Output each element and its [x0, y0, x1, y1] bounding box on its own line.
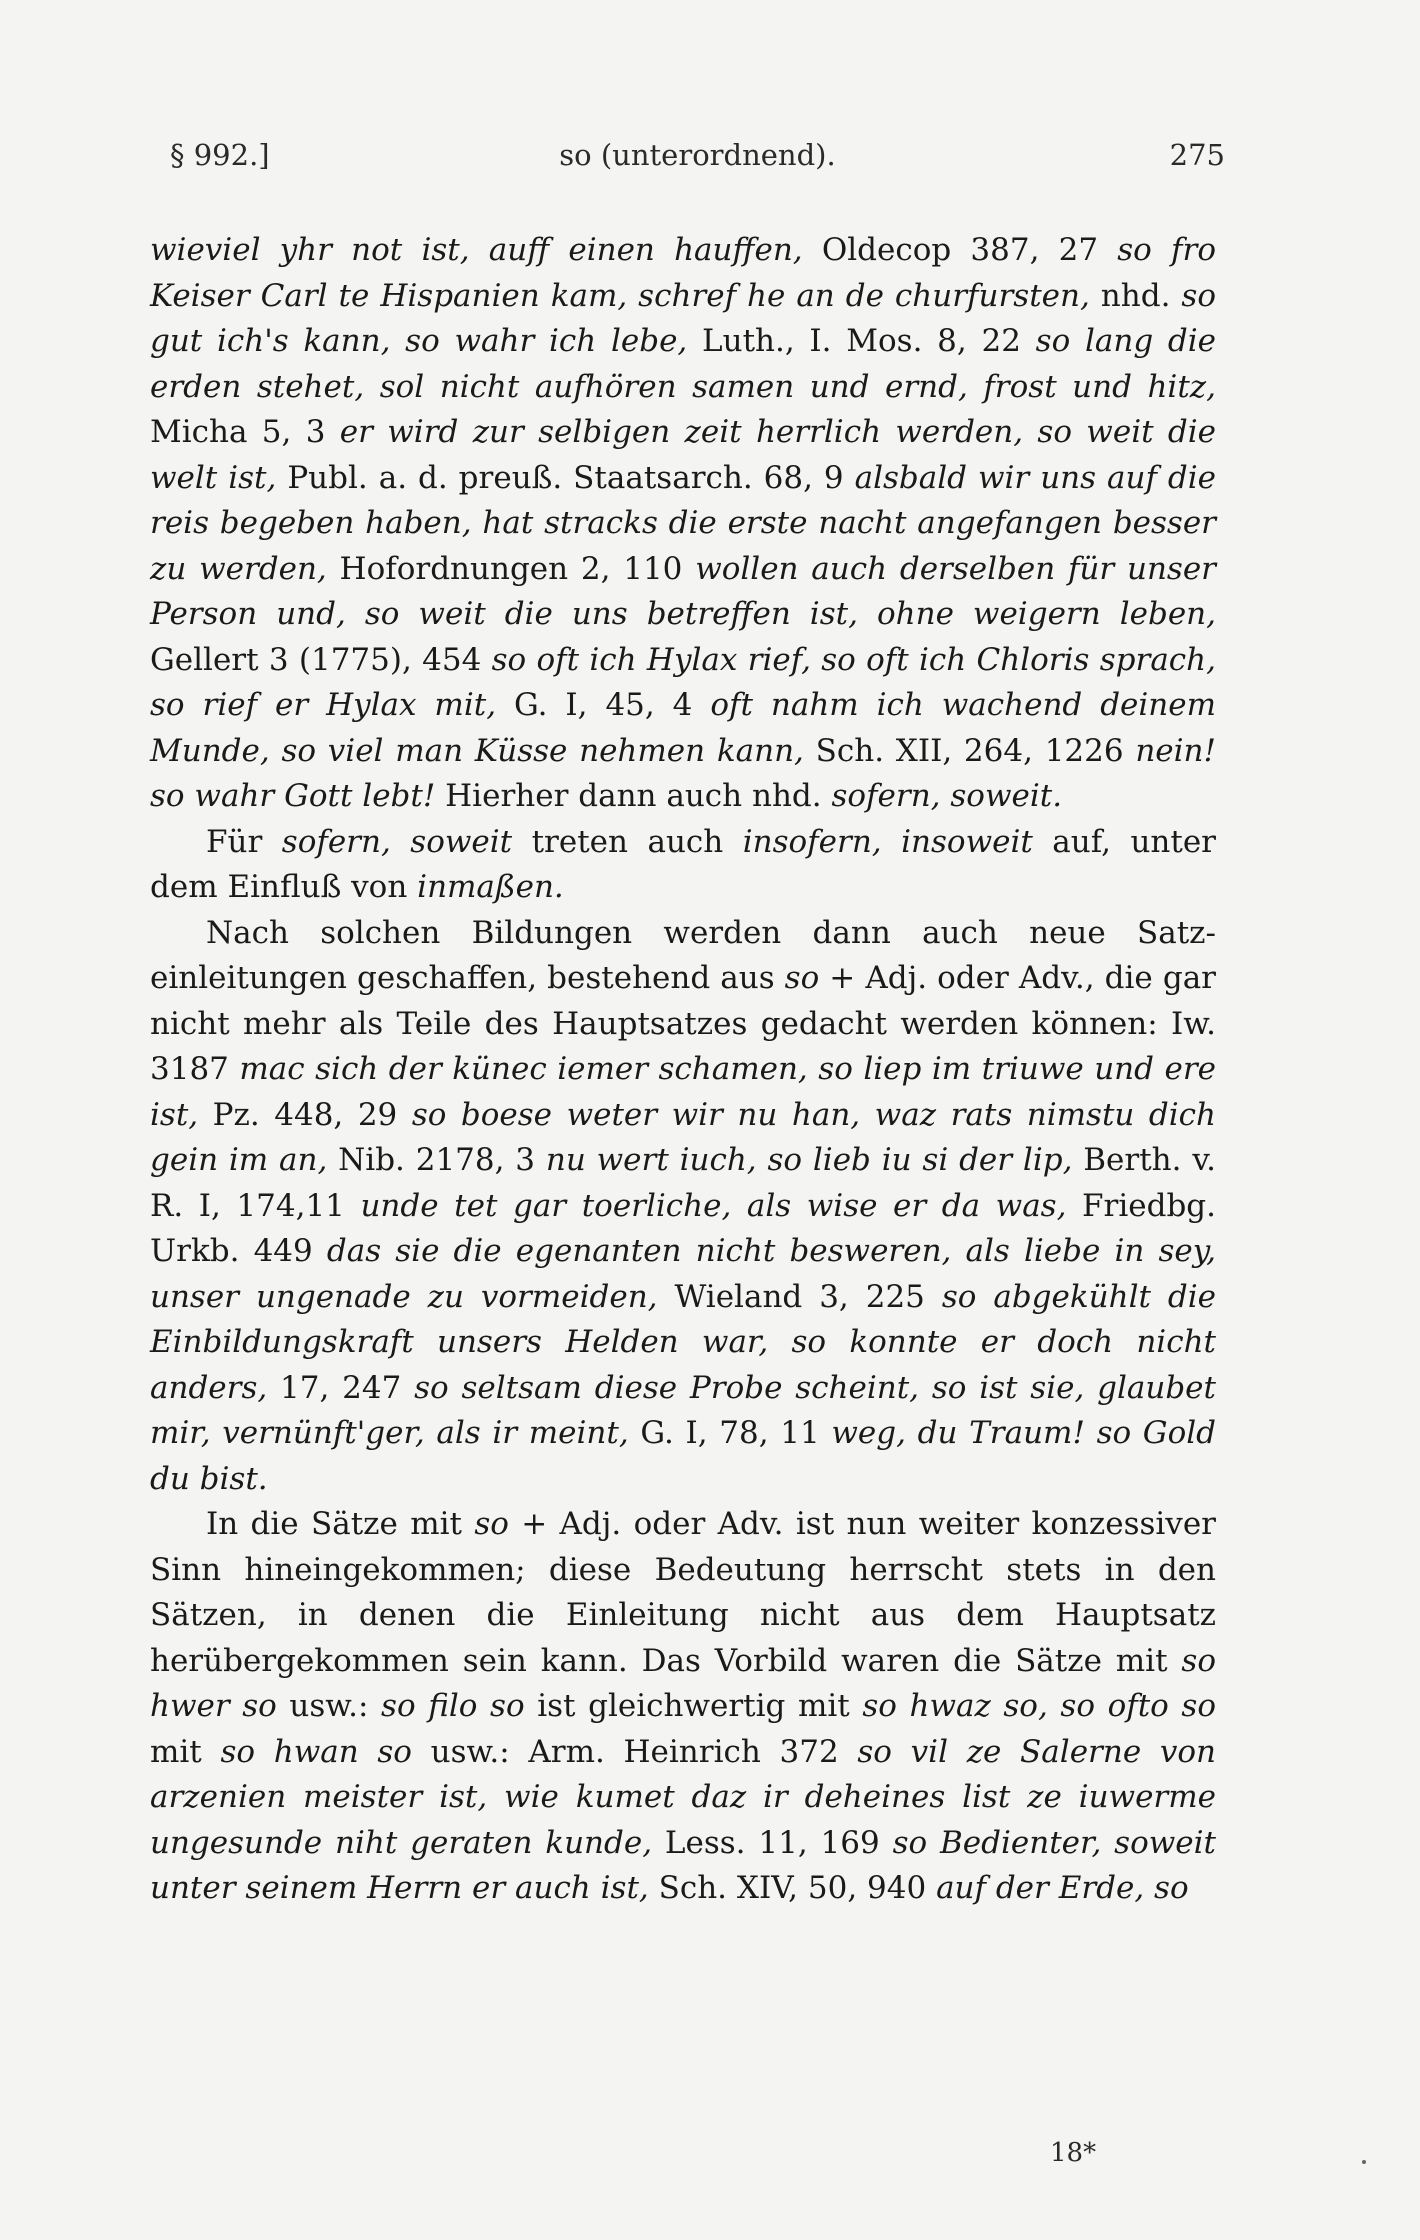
- italic-quote-run: wollen auch derselben für unser Person und, so weit die uns betreffen ist, ohne weigern leben,: [150, 550, 1216, 632]
- paragraph-4: [150, 1502, 1216, 1912]
- text-run: auf, unter dem Einfluß von: [150, 823, 1217, 905]
- italic-quote-run: wieviel yhr not ist, auff einen hauffen,: [150, 232, 803, 268]
- text-run: Friedbg. Urkb. 449: [150, 1187, 1216, 1269]
- italic-quote-run: mac sich der künec iemer schamen, so liep im triuwe und ere ist,: [150, 1051, 1216, 1133]
- text-run: usw.: Arm. Heinrich 372: [411, 1733, 858, 1770]
- italic-quote-run: so hwer so: [150, 1642, 1216, 1724]
- signature-mark: 18*: [1050, 2138, 1097, 2168]
- text-run: Sch. XIV, 50, 940: [648, 1870, 937, 1906]
- text-run: Nib. 2178, 3: [327, 1142, 546, 1178]
- italic-quote-run: insofern, insoweit: [742, 823, 1033, 860]
- text-run: Luth., I. Mos. 8, 22: [687, 323, 1036, 359]
- text-run: + Adj. oder Adv. ist nun weiter konzessiver Sinn hineingekommen; diese Bedeutung herrscht stets in den Sätzen, in denen die Einleitung nicht aus dem Hauptsatz herübergekommen sein kann. Das Vorbild waren die Sätze mit: [150, 1506, 1216, 1679]
- text-run: Oldecop 387, 27: [802, 232, 1118, 268]
- italic-quote-run: alsbald wir uns auf die reis begeben haben, hat stracks die erste nacht angefangen besser zu werden,: [150, 459, 1216, 587]
- text-run: nhd.: [1089, 277, 1182, 314]
- italic-quote-run: weg, du Traum! so Gold du bist.: [150, 1415, 1216, 1497]
- section-reference: § 992.]: [170, 138, 270, 172]
- italic-quote-run: sofern, soweit.: [831, 778, 1063, 814]
- text-run: Less. 11, 169: [652, 1824, 893, 1861]
- text-run: Sch. XII, 264, 1226: [803, 732, 1136, 769]
- italic-quote-run: oft nahm ich wachend deinem Munde, so viel man Küsse nehmen kann,: [150, 687, 1217, 769]
- text-run: Nach solchen Bildungen werden dann auch neue Satzeinleitungen geschaffen, bestehend aus: [150, 914, 1216, 996]
- italic-quote-run: so fro Keiser Carl te Hispanien kam, schref he an de churfursten,: [150, 232, 1216, 314]
- text-run: In die Sätze mit: [206, 1506, 475, 1542]
- italic-quote-run: er wird zur selbigen zeit herrlich werden, so weit die welt ist,: [150, 414, 1216, 496]
- text-run: Gellert 3 (1775), 454: [150, 641, 492, 678]
- text-run: + Adj. oder Adv., die gar nicht mehr als Teile des Hauptsatzes gedacht werden können: Iw. 3187: [150, 960, 1216, 1087]
- italic-quote-run: so gut ich's kann, so wahr ich lebe,: [150, 277, 1216, 359]
- italic-quote-run: so Bedienter, soweit unter seinem Herrn er auch ist,: [150, 1824, 1216, 1906]
- italic-quote-run: so vil ze Salerne von arzenien meister ist, wie kumet daz ir deheines list ze iuwerme ungesunde niht geraten kunde,: [150, 1733, 1216, 1861]
- italic-quote-run: so abgekühlt die Einbildungskraft unsers Helden war, so konnte er doch nicht anders,: [150, 1278, 1216, 1406]
- text-run: treten auch: [512, 823, 743, 860]
- page-speck: [1362, 2160, 1366, 2164]
- text-run: 17, 247: [267, 1369, 415, 1406]
- text-run: usw.:: [276, 1688, 382, 1724]
- running-header: [170, 138, 1225, 182]
- italic-quote-run: unde tet gar toerliche, als wise er da was,: [360, 1187, 1067, 1224]
- italic-quote-run: auf der Erde, so: [936, 1870, 1189, 1906]
- text-run: Hofordnungen 2, 110: [326, 550, 696, 587]
- paragraph-2: [150, 820, 1216, 911]
- page-number: 275: [1169, 138, 1225, 172]
- text-run: mit: [150, 1733, 221, 1770]
- italic-quote-run: so hwaz so, so ofto so: [862, 1688, 1216, 1724]
- italic-quote-run: so lang die erden stehet, sol nicht aufhören samen und ernd, frost und hitz,: [150, 323, 1216, 405]
- text-run: ist gleichwertig mit: [524, 1688, 863, 1724]
- paragraph-1: [150, 228, 1216, 820]
- italic-quote-run: nein! so wahr Gott lebt!: [150, 732, 1216, 814]
- text-run: Für: [206, 823, 282, 860]
- italic-quote-run: so hwan so: [220, 1733, 412, 1770]
- running-title: so (unterordnend).: [559, 138, 836, 172]
- italic-quote-run: nu wert iuch, so lieb iu si der lip,: [545, 1142, 1073, 1178]
- text-run: Micha 5, 3: [150, 414, 340, 450]
- italic-quote-run: so filo so: [381, 1688, 525, 1724]
- italic-quote-run: so: [784, 960, 820, 996]
- italic-quote-run: das sie die egenanten nicht besweren, als liebe in sey, unser ungenade zu vormeiden,: [150, 1233, 1216, 1315]
- text-run: Pz. 448, 29: [198, 1096, 412, 1133]
- italic-quote-run: so seltsam diese Probe scheint, so ist sie, glaubet mir, vernünft'ger, als ir meint,: [150, 1369, 1216, 1451]
- text-run: G. I, 45, 4: [496, 687, 711, 723]
- text-run: Wieland 3, 225: [657, 1278, 942, 1315]
- italic-quote-run: inmaßen.: [417, 869, 564, 905]
- italic-quote-run: so boese weter wir nu han, waz rats nimstu dich gein im an,: [150, 1096, 1216, 1178]
- text-run: G. I, 78, 11: [628, 1415, 832, 1451]
- italic-quote-run: sofern, soweit: [281, 823, 513, 860]
- text-run: Publ. a. d. preuß. Staatsarch. 68, 9: [276, 459, 855, 496]
- text-run: Hierher dann auch nhd.: [435, 778, 832, 814]
- italic-quote-run: so: [474, 1506, 509, 1542]
- text-run: Berth. v. R. I, 174,11: [150, 1142, 1217, 1224]
- paragraph-3: [150, 911, 1216, 1503]
- italic-quote-run: so oft ich Hylax rief, so oft ich Chloris sprach, so rief er Hylax mit,: [150, 641, 1216, 723]
- body-text: [150, 228, 1216, 1912]
